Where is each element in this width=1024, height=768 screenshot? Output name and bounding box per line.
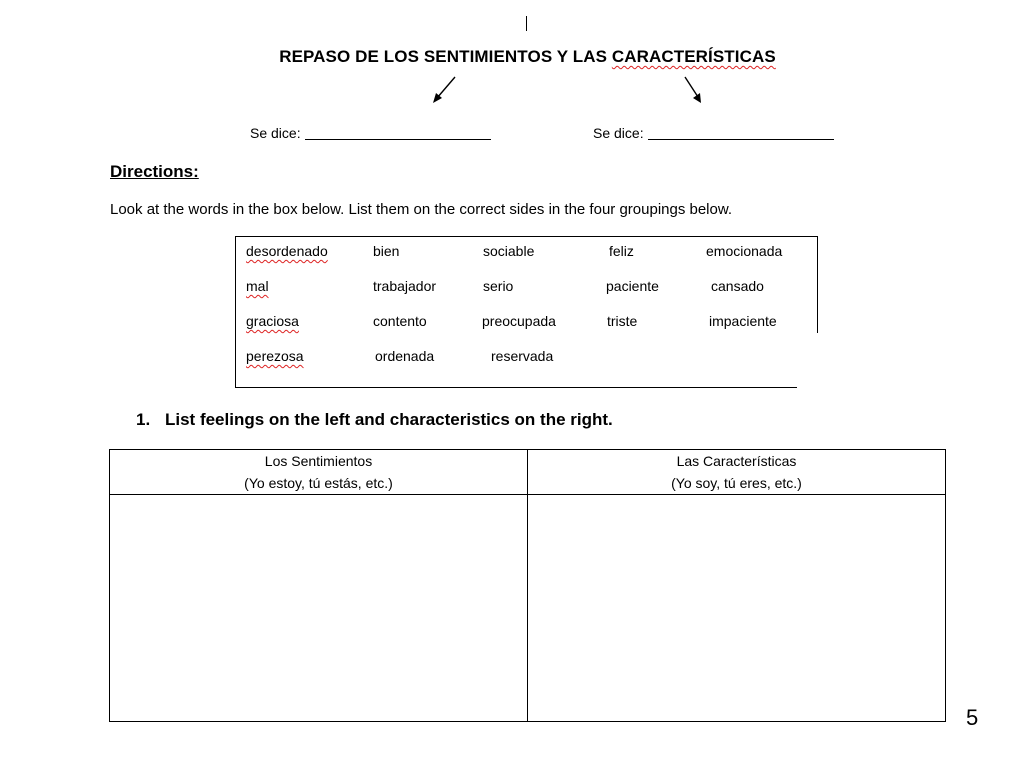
word-bank-word: graciosa bbox=[246, 313, 299, 329]
se-dice-right-blank[interactable] bbox=[648, 139, 834, 140]
se-dice-left-label: Se dice: bbox=[250, 125, 301, 141]
page-title bbox=[0, 47, 1024, 67]
word-bank-word: ordenada bbox=[375, 348, 435, 364]
question-1 bbox=[136, 410, 613, 430]
characteristics-subheader: (Yo soy, tú eres, etc.) bbox=[671, 475, 802, 491]
question-number: 1. bbox=[136, 410, 151, 429]
word-bank-word: triste bbox=[607, 313, 638, 329]
se-dice-left-blank[interactable] bbox=[305, 139, 491, 140]
se-dice-right-label: Se dice: bbox=[593, 125, 644, 141]
word-bank-word: preocupada bbox=[482, 313, 556, 329]
word-bank-word: serio bbox=[483, 278, 514, 294]
directions-heading: Directions: bbox=[110, 162, 199, 181]
characteristics-header: Las Características bbox=[676, 453, 797, 469]
directions-text: Look at the words in the box below. List them on the correct sides in the four groupings below. bbox=[110, 201, 733, 218]
page-title-highlight: CARACTERÍSTICAS bbox=[611, 47, 776, 66]
word-bank-word: sociable bbox=[483, 243, 535, 259]
word-bank-word: mal bbox=[246, 278, 269, 294]
question-text: List feelings on the left and characteristics on the right. bbox=[165, 410, 613, 429]
feelings-header: Los Sentimientos bbox=[264, 453, 373, 469]
arrow-down-right-icon bbox=[680, 74, 710, 108]
word-bank-word: bien bbox=[373, 243, 400, 259]
feelings-header-cell bbox=[110, 450, 528, 495]
word-bank-word: feliz bbox=[609, 243, 634, 259]
characteristics-answer-cell[interactable] bbox=[528, 495, 946, 722]
page-number: 5 bbox=[966, 705, 979, 730]
se-dice-right bbox=[593, 125, 834, 141]
word-bank-word: reservada bbox=[491, 348, 554, 364]
word-bank-word: paciente bbox=[606, 278, 659, 294]
arrow-down-left-icon bbox=[430, 72, 460, 106]
word-bank-word: cansado bbox=[711, 278, 764, 294]
page-title-prefix: REPASO DE LOS SENTIMIENTOS Y LAS bbox=[279, 47, 612, 66]
word-bank-word: trabajador bbox=[373, 278, 437, 294]
sorting-table bbox=[109, 449, 946, 722]
characteristics-header-cell bbox=[528, 450, 946, 495]
word-bank-word: impaciente bbox=[709, 313, 777, 329]
word-bank-right-border bbox=[817, 236, 818, 333]
word-bank-bottom-border bbox=[235, 387, 797, 388]
word-bank-word: desordenado bbox=[246, 243, 328, 259]
text-cursor-mark bbox=[526, 16, 527, 31]
word-bank-word: contento bbox=[373, 313, 427, 329]
word-bank-word: emocionada bbox=[706, 243, 783, 259]
feelings-subheader: (Yo estoy, tú estás, etc.) bbox=[244, 475, 393, 491]
feelings-answer-cell[interactable] bbox=[110, 495, 528, 722]
word-bank-word: perezosa bbox=[246, 348, 304, 364]
se-dice-left bbox=[250, 125, 491, 141]
